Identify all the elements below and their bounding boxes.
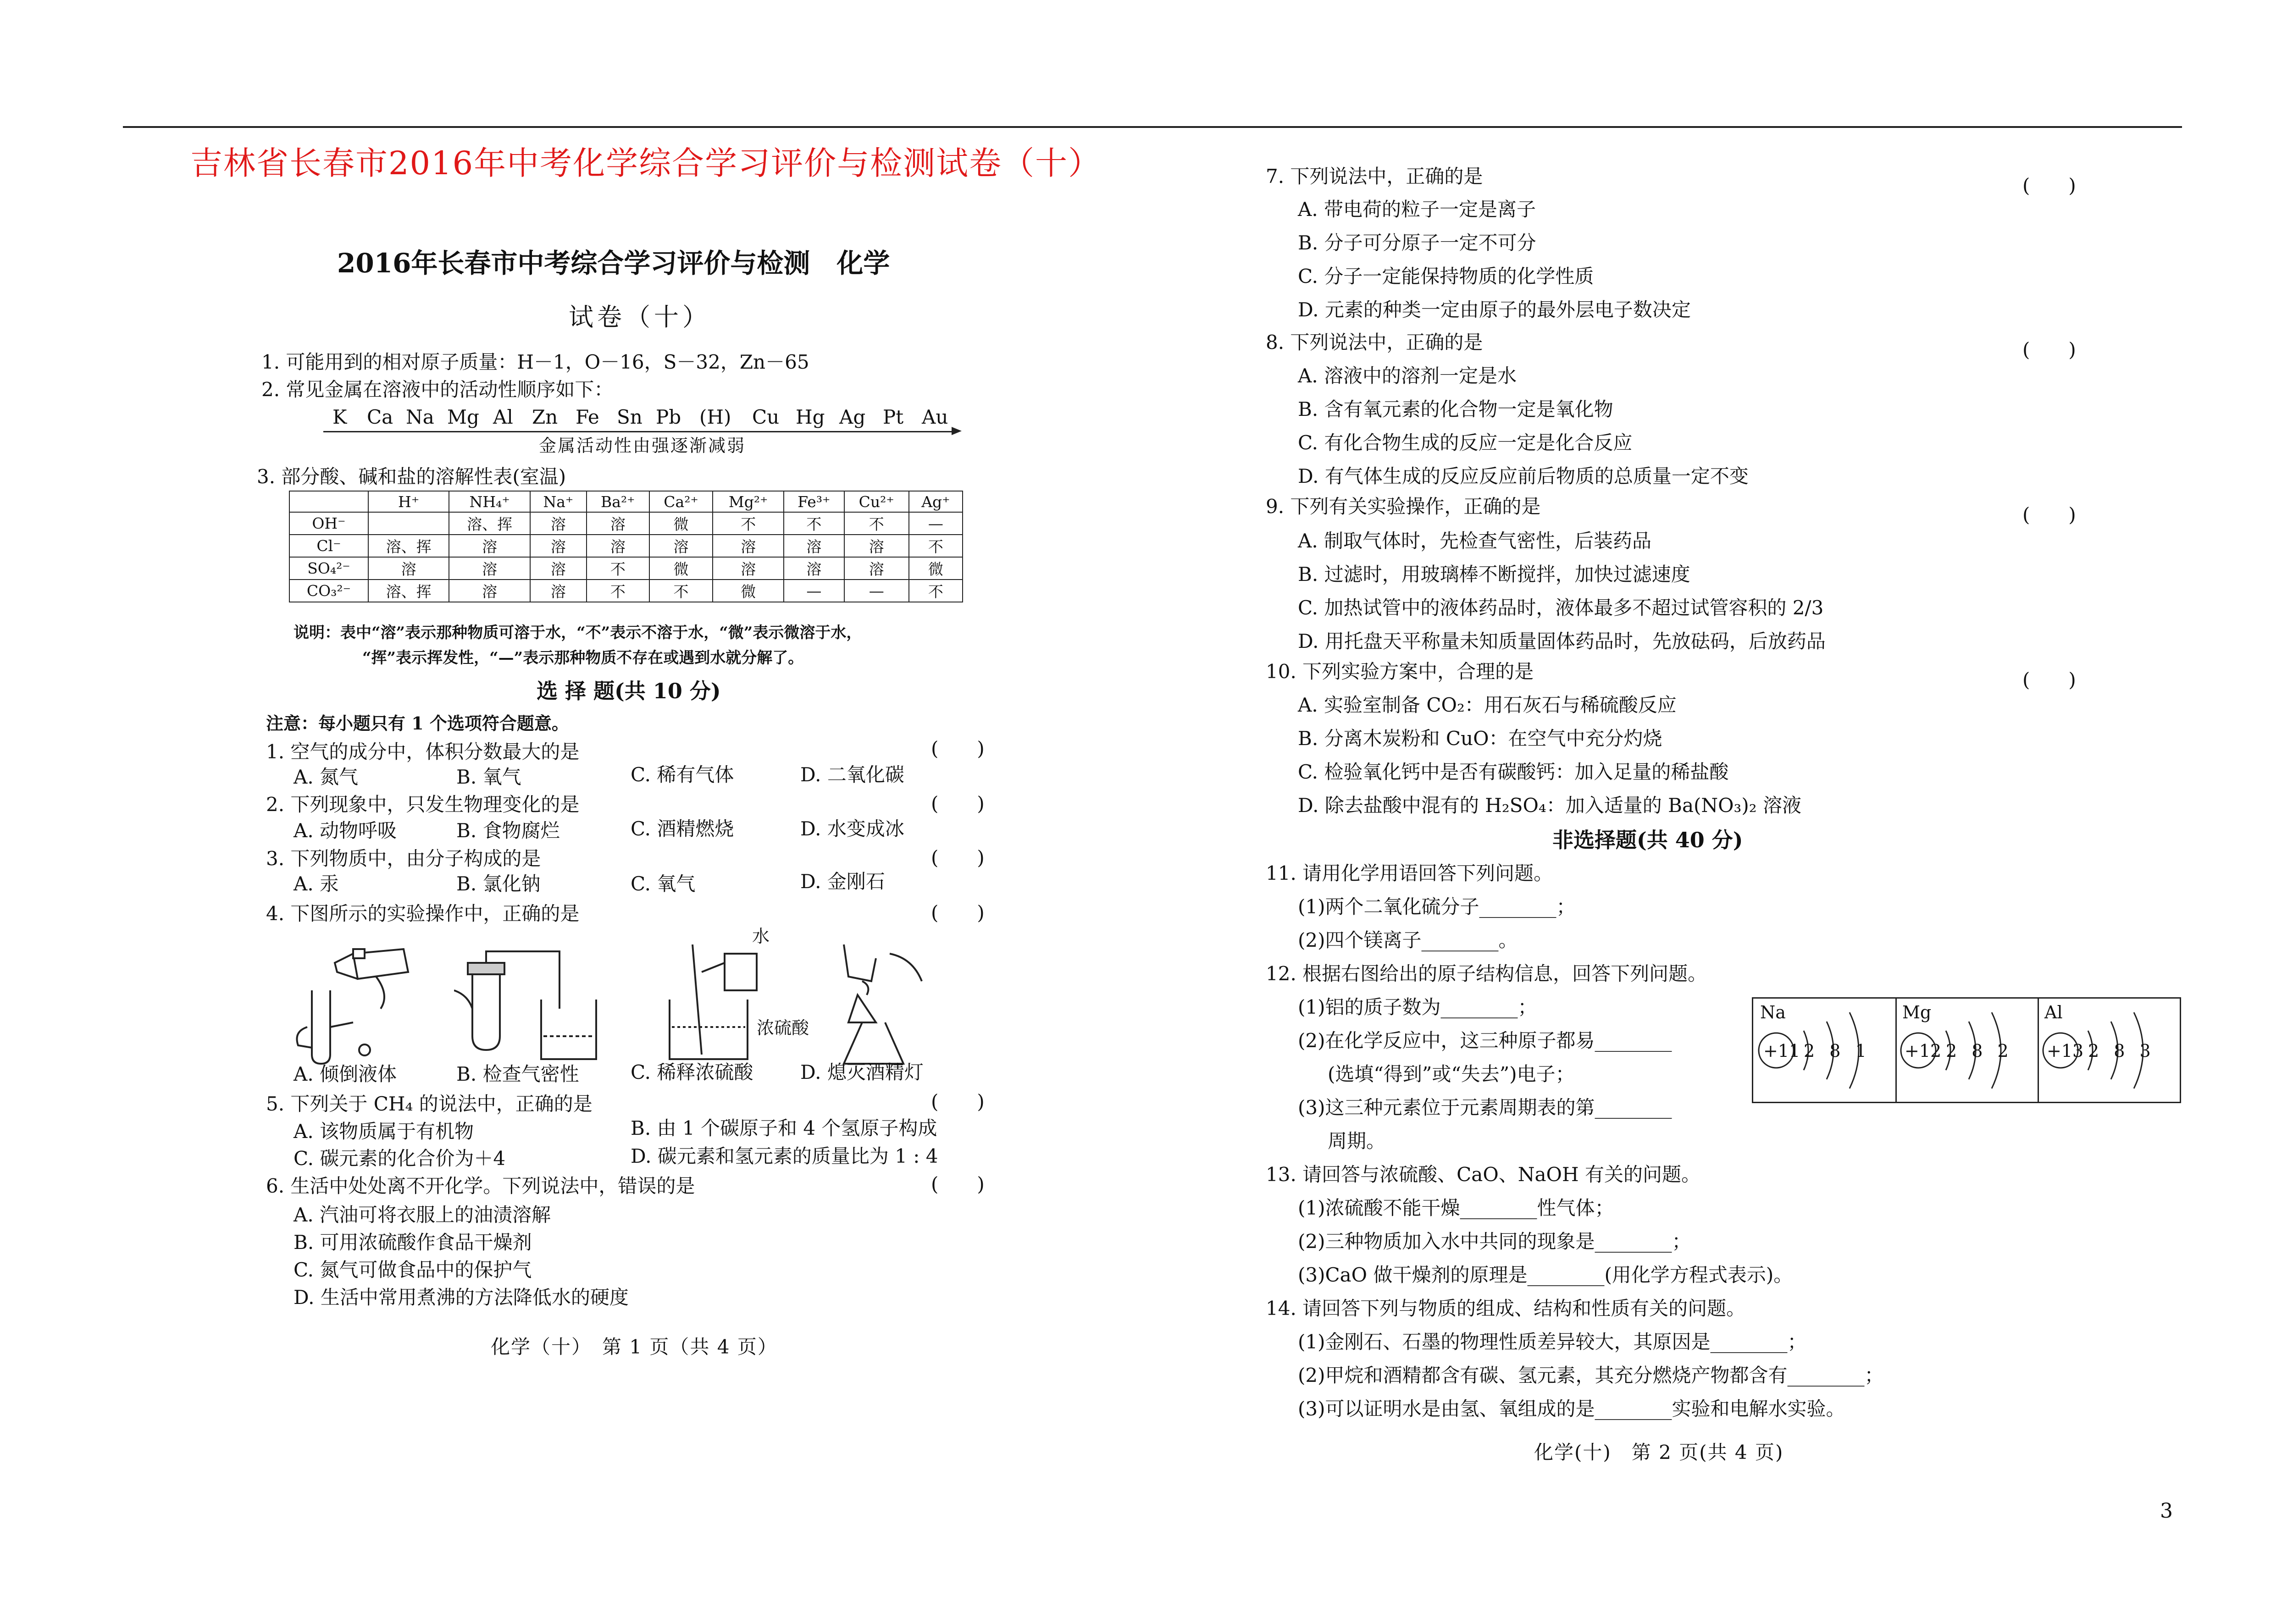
table-explain-line2: “挥”表示挥发性，“—”表示那种物质不存在或遇到水就分解了。 [362,649,804,667]
atom-mg-symbol: Mg [1902,1002,1932,1022]
q6-option-b: B. 可用浓硫酸作食品干燥剂 [294,1231,532,1254]
table-header-cell: Cu²⁺ [844,491,909,512]
table-cell: 溶 [368,557,449,580]
table-cell [368,512,449,535]
q12-part-2: (2)在化学反应中，这三种原子都易________ [1298,1029,1672,1052]
metal-Pt: Pt [883,406,904,428]
table-cell: 微 [649,512,713,535]
answer-paren: ( ) [931,792,985,815]
q5-option-d: D. 碳元素和氢元素的质量比为 1 : 4 [631,1145,938,1167]
table-header-cell: Na⁺ [530,491,587,512]
metal-Ag: Ag [839,406,866,428]
table-cell: OH⁻ [289,512,368,535]
question-3: 3. 下列物质中，由分子构成的是 [266,847,541,870]
q10-option-c: C. 检验氧化钙中是否有碳酸钙：加入足量的稀盐酸 [1298,761,1729,783]
label-water: 水 [752,926,770,946]
table-cell: 不 [587,557,649,580]
answer-paren: ( ) [931,737,985,760]
q13-part-3: (3)CaO 做干燥剂的原理是________(用化学方程式表示)。 [1298,1264,1793,1286]
extinguish-lamp-illustration [830,931,936,1068]
table-cell: CO₃²⁻ [289,580,368,602]
metal-Cu: Cu [752,406,780,428]
table-cell: 溶 [784,535,844,557]
question-10: 10. 下列实验方案中，合理的是 [1266,660,1534,683]
table-header-cell: Ca²⁺ [649,491,713,512]
atom-na [1753,999,1897,1102]
question-6: 6. 生活中处处离不开化学。下列说法中，错误的是 [266,1175,695,1197]
q14-part-3: (3)可以证明水是由氢、氧组成的是________实验和电解水实验。 [1298,1398,1845,1420]
q10-option-b: B. 分离木炭粉和 CuO：在空气中充分灼烧 [1298,727,1662,750]
q5-option-a: A. 该物质属于有机物 [294,1120,474,1143]
table-explain-line1: 说明：表中“溶”表示那种物质可溶于水，“不”表示不溶于水，“微”表示微溶于水， [294,624,862,642]
question-14: 14. 请回答下列与物质的组成、结构和性质有关的问题。 [1266,1297,1746,1320]
q8-option-d: D. 有气体生成的反应反应前后物质的总质量一定不变 [1298,465,1749,487]
table-cell: 溶、挥 [368,535,449,557]
question-4: 4. 下图所示的实验操作中，正确的是 [266,902,580,925]
metal-Mg: Mg [447,406,479,428]
table-row [289,535,963,557]
question-9: 9. 下列有关实验操作，正确的是 [1266,495,1541,518]
table-cell: 溶 [784,557,844,580]
atom-structure-figure [1752,997,2181,1103]
table-header-cell: NH₄⁺ [449,491,530,512]
question-2: 2. 下列现象中，只发生物理变化的是 [266,793,580,816]
q12-part-3: (3)这三种元素位于元素周期表的第________ [1298,1096,1672,1119]
table-header-cell: Ag⁺ [909,491,963,512]
q4-option-b: B. 检查气密性 [456,1063,579,1085]
metal-Sn: Sn [617,406,642,428]
q3-option-b: B. 氯化钠 [456,873,541,895]
paper-title: 2016年长春市中考综合学习评价与检测 化学 [337,248,890,279]
table-cell: 溶 [587,512,649,535]
q6-option-a: A. 汽油可将衣服上的油渍溶解 [294,1204,551,1226]
atom-al-nucleus: +13 [2047,1041,2084,1061]
activity-arrow-line [323,431,954,432]
table-cell: 不 [587,580,649,602]
table-cell: 微 [909,557,963,580]
table-cell: 溶 [844,535,909,557]
atom-al [2038,999,2178,1102]
page-number: 3 [2160,1499,2173,1523]
q10-option-a: A. 实验室制备 CO₂：用石灰石与稀硫酸反应 [1298,694,1677,716]
q8-option-b: B. 含有氧元素的化合物一定是氧化物 [1298,398,1613,420]
table-cell: 溶 [587,535,649,557]
table-header-cell: Ba²⁺ [587,491,649,512]
table-cell: 不 [784,512,844,535]
activity-arrow-head [952,427,962,435]
section-nonchoice-heading: 非选择题(共 40 分) [1552,828,1743,852]
table-cell: 溶、挥 [368,580,449,602]
question-5: 5. 下列关于 CH₄ 的说法中，正确的是 [266,1093,593,1115]
table-cell: 溶、挥 [449,512,530,535]
atom-mg-nucleus: +12 [1905,1041,1942,1061]
table-cell: 不 [713,512,784,535]
q4-option-c: C. 稀释浓硫酸 [631,1061,753,1083]
answer-paren: ( ) [2022,503,2076,526]
q4-option-d: D. 熄灭酒精灯 [800,1061,924,1083]
right-page-footer: 化学(十) 第 2 页(共 4 页) [1534,1441,1784,1464]
note-activity-series: 2. 常见金属在溶液中的活动性顺序如下： [261,378,614,401]
table-header-cell [289,491,368,512]
table-cell: 不 [844,512,909,535]
question-13: 13. 请回答与浓硫酸、CaO、NaOH 有关的问题。 [1266,1163,1700,1186]
table-cell: 不 [909,580,963,602]
table-header-row [289,491,963,512]
q9-option-d: D. 用托盘天平称量未知质量固体药品时，先放砝码，后放药品 [1298,630,1826,652]
table-row [289,512,963,535]
q7-option-d: D. 元素的种类一定由原子的最外层电子数决定 [1298,298,1691,321]
table-cell: 微 [649,557,713,580]
q9-option-c: C. 加热试管中的液体药品时，液体最多不超过试管容积的 2/3 [1298,597,1824,619]
table-cell: 溶 [449,535,530,557]
paper-subtitle: 试卷（十） [569,303,711,331]
q8-option-c: C. 有化合物生成的反应一定是化合反应 [1298,431,1633,454]
airtightness-check-illustration [454,945,605,1068]
table-cell: 不 [909,535,963,557]
question-11: 11. 请用化学用语回答下列问题。 [1266,862,1553,884]
metal-Hg: Hg [796,406,825,428]
table-header-cell: Fe³⁺ [784,491,844,512]
q11-part-2: (2)四个镁离子________。 [1298,929,1518,951]
q13-part-2: (2)三种物质加入水中共同的现象是________； [1298,1230,1691,1253]
question-7: 7. 下列说法中，正确的是 [1266,165,1483,188]
answer-paren: ( ) [2022,174,2076,197]
metal-Fe: Fe [576,406,599,428]
q8-option-a: A. 溶液中的溶剂一定是水 [1298,365,1517,387]
note-atomic-mass: 1. 可能用到的相对原子质量：H－1，O－16，S－32，Zn－65 [261,351,809,373]
metal-Al: Al [493,406,513,428]
table-row [289,580,963,602]
q2-option-a: A. 动物呼吸 [294,819,397,842]
answer-paren: ( ) [2022,668,2076,691]
atom-al-symbol: Al [2044,1002,2063,1022]
q4-option-a: A. 倾倒液体 [294,1063,397,1085]
choice-attention: 注意：每小题只有 1 个选项符合题意。 [266,713,569,734]
pouring-liquid-illustration [284,935,417,1068]
table-cell: 溶 [530,580,587,602]
table-cell: 溶 [713,557,784,580]
answer-paren: ( ) [2022,338,2076,361]
q3-option-a: A. 汞 [294,873,339,895]
label-concentrated-acid: 浓硫酸 [757,1018,809,1038]
q9-option-b: B. 过滤时，用玻璃棒不断搅拌，加快过滤速度 [1298,563,1690,586]
q3-option-d: D. 金刚石 [800,870,885,893]
q12-part-1: (1)铝的质子数为________； [1298,996,1537,1018]
table-row [289,557,963,580]
table-cell: — [909,512,963,535]
activity-caption: 金属活动性由强逐渐减弱 [539,436,746,456]
q7-option-a: A. 带电荷的粒子一定是离子 [1298,198,1536,221]
table-cell: 溶 [530,535,587,557]
q1-option-a: A. 氮气 [294,766,359,788]
atom-al-shells: 2 8 3 [2088,1041,2151,1061]
section-choice-heading: 选 择 题(共 10 分) [537,679,721,703]
question-1: 1. 空气的成分中，体积分数最大的是 [266,740,580,763]
q7-option-c: C. 分子一定能保持物质的化学性质 [1298,265,1594,287]
answer-paren: ( ) [931,1090,985,1113]
q10-option-d: D. 除去盐酸中混有的 H₂SO₄：加入适量的 Ba(NO₃)₂ 溶液 [1298,794,1801,817]
q12-part-2-hint: (选填“得到”或“失去”)电子； [1328,1063,1575,1085]
q9-option-a: A. 制取气体时，先检查气密性，后装药品 [1298,530,1652,552]
q14-part-2: (2)甲烷和酒精都含有碳、氢元素，其充分燃烧产物都含有________； [1298,1364,1884,1386]
solubility-table [289,491,963,602]
q2-option-b: B. 食物腐烂 [456,819,560,842]
question-12: 12. 根据右图给出的原子结构信息，回答下列问题。 [1266,962,1707,985]
table-cell: SO₄²⁻ [289,557,368,580]
metal-Na: Na [406,406,434,428]
table-cell: 溶 [713,535,784,557]
table-cell: 溶 [530,512,587,535]
metal-Zn: Zn [532,406,558,428]
dilute-acid-illustration [651,926,803,1068]
table-cell: 溶 [530,557,587,580]
note-solubility: 3. 部分酸、碱和盐的溶解性表(室温) [257,465,566,488]
metal-K: K [332,406,347,428]
q7-option-b: B. 分子可分原子一定不可分 [1298,232,1536,254]
q3-option-c: C. 氧气 [631,873,696,895]
q12-part-3-tail: 周期。 [1328,1130,1386,1152]
metal-H: (H) [699,406,731,428]
atom-na-symbol: Na [1760,1002,1786,1022]
q2-option-c: C. 酒精燃烧 [631,818,734,840]
metal-Pb: Pb [656,406,681,428]
table-cell: Cl⁻ [289,535,368,557]
atom-na-shells: 2 8 1 [1804,1041,1867,1061]
left-page-footer: 化学（十） 第 1 页（共 4 页） [491,1336,778,1358]
top-rule [123,126,2182,128]
table-cell: 溶 [449,580,530,602]
q6-option-c: C. 氮气可做食品中的保护气 [294,1259,532,1281]
table-cell: 溶 [449,557,530,580]
answer-paren: ( ) [931,846,985,869]
answer-paren: ( ) [931,901,985,924]
atom-mg [1895,999,2039,1102]
table-cell: 溶 [649,535,713,557]
atom-na-nucleus: +11 [1763,1041,1800,1061]
q5-option-b: B. 由 1 个碳原子和 4 个氢原子构成 [631,1117,937,1139]
table-cell: 微 [713,580,784,602]
table-cell: — [784,580,844,602]
document-title: 吉林省长春市2016年中考化学综合学习评价与检测试卷（十） [190,144,1102,182]
q1-option-c: C. 稀有气体 [631,763,734,786]
table-header-cell: H⁺ [368,491,449,512]
metal-Au: Au [922,406,948,428]
table-cell: — [844,580,909,602]
q5-option-c: C. 碳元素的化合价为＋4 [294,1147,506,1170]
table-cell: 溶 [844,557,909,580]
q2-option-d: D. 水变成冰 [800,818,904,840]
q13-part-1: (1)浓硫酸不能干燥________性气体； [1298,1197,1614,1219]
q14-part-1: (1)金刚石、石墨的物理性质差异较大，其原因是________； [1298,1331,1807,1353]
table-cell: 不 [649,580,713,602]
answer-paren: ( ) [931,1173,985,1195]
atom-mg-shells: 2 8 2 [1946,1041,2009,1061]
question-8: 8. 下列说法中，正确的是 [1266,331,1483,354]
q1-option-b: B. 氧气 [456,766,521,788]
metal-Ca: Ca [367,406,393,428]
q6-option-d: D. 生活中常用煮沸的方法降低水的硬度 [294,1286,629,1309]
q1-option-d: D. 二氧化碳 [800,763,904,786]
q11-part-1: (1)两个二氧化硫分子________； [1298,895,1576,918]
table-header-cell: Mg²⁺ [713,491,784,512]
